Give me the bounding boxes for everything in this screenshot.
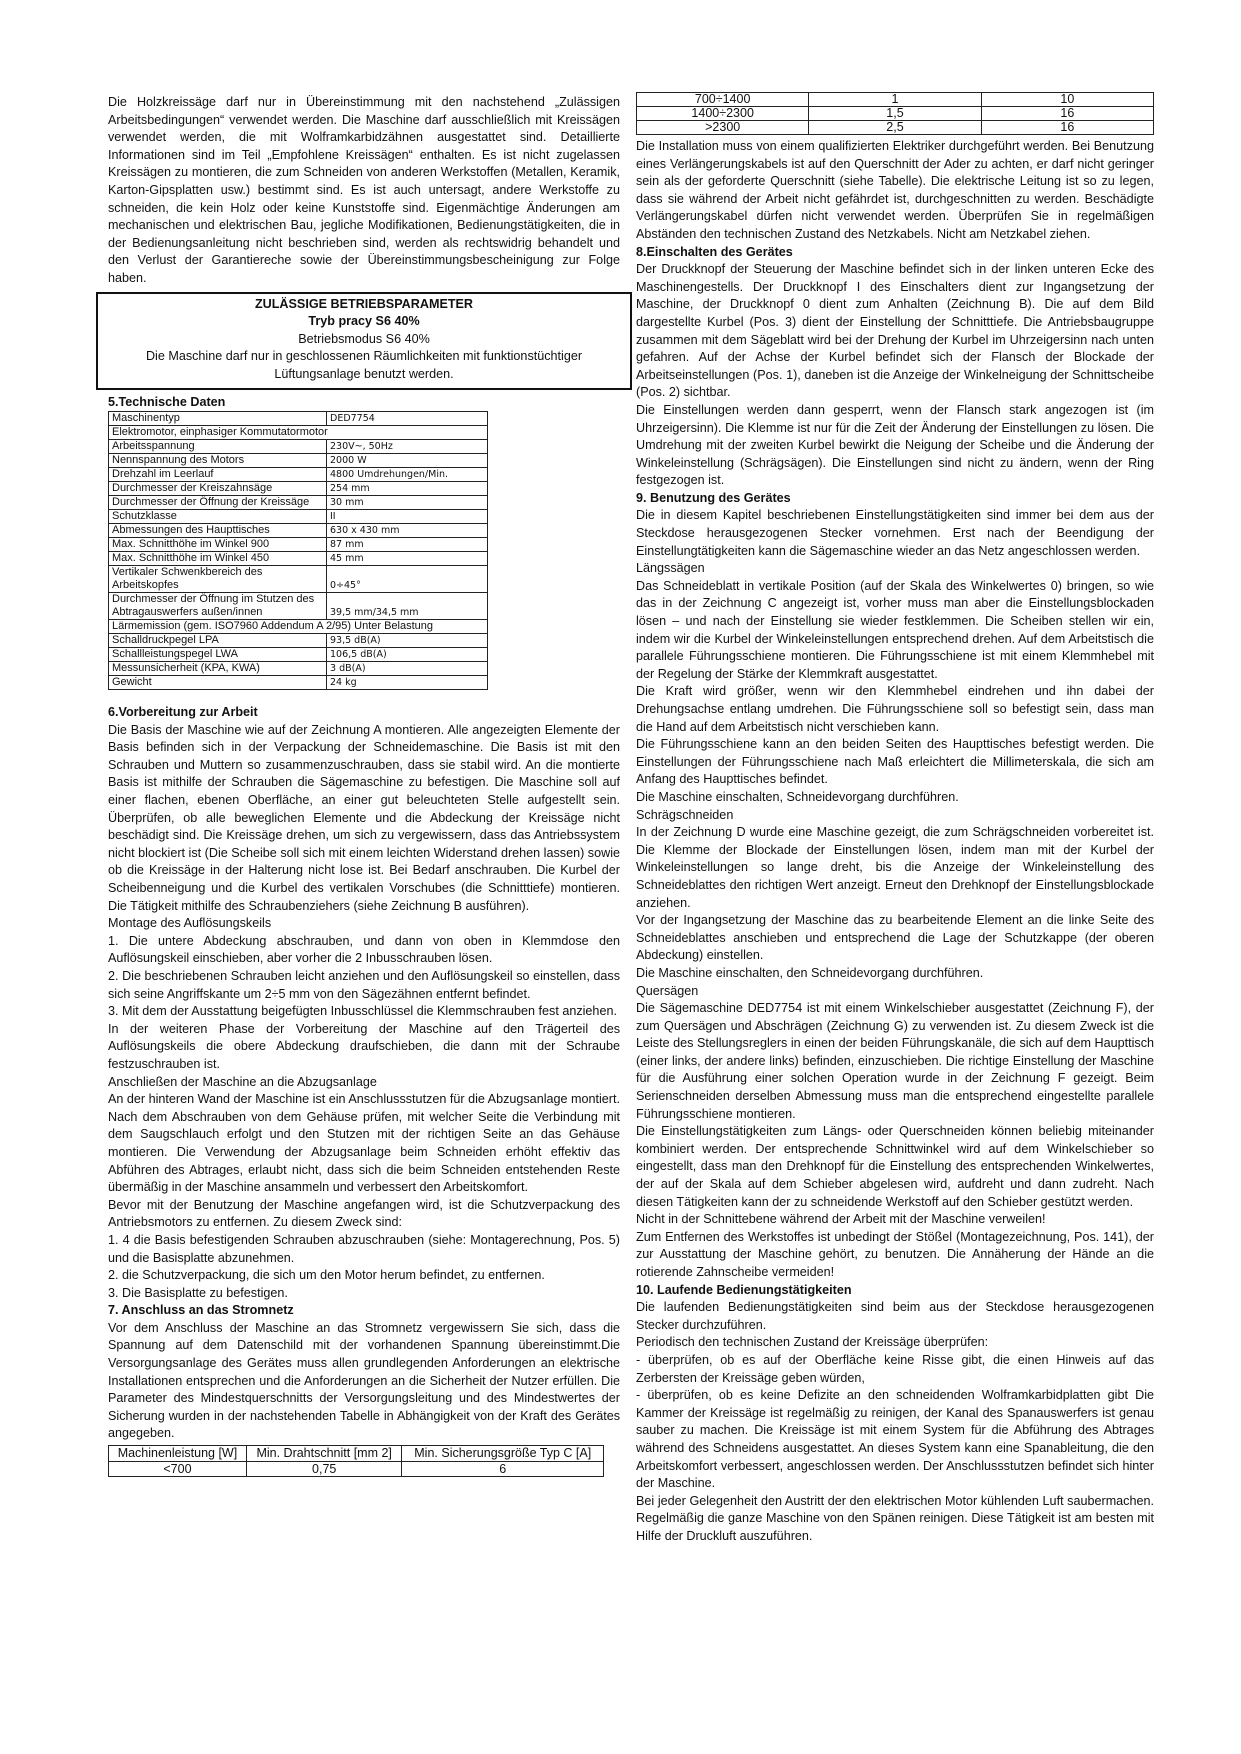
switch-text (636, 261, 1154, 490)
spec-value: 30 mm (327, 496, 488, 510)
elec-row (637, 93, 1154, 107)
spec-row (109, 468, 488, 482)
elec-header-cell: Min. Sicherungsgröße Typ C [A] (402, 1446, 604, 1462)
spec-row (109, 676, 488, 690)
maintenance-text (636, 1299, 1154, 1545)
preparation-paragraph: Bevor mit der Benutzung der Maschine angefangen wird, ist die Schutzverpackung des Antriebsmotors zu entfernen. Zu diesem Zweck sind: (108, 1197, 620, 1230)
spec-label: Maschinentyp (109, 412, 327, 426)
section-heading-switch-on: 8.Einschalten des Gerätes (636, 244, 793, 259)
spec-value: 24 kg (327, 676, 488, 690)
spec-value: 106,5 dB(A) (327, 648, 488, 662)
spec-row (109, 634, 488, 648)
maintenance-paragraph: - überprüfen, ob es keine Defizite an den schneidenden Wolframkarbidplatten gibt Die Kammer der Kreissäge ist regelmäßig zu reinigen, der Kanal des Spanauswerfers ist genau sauber zu machen. Die Kreissäge ist mit einem System für die Abführung des Abtrages während des Schneidens ausgestattet. An dieses System kann eine Spanableitung, die den Arbeitskomfort verbessert, angeschlossen werden. Der Anschlussstutzen befindet sich hinter der Maschine. (636, 1388, 1154, 1491)
preparation-paragraph: 1. 4 die Basis befestigenden Schrauben abzuschrauben (siehe: Montagerechnung, Pos. 5) und die Basisplatte abzunehmen. (108, 1232, 620, 1265)
box-note: Die Maschine darf nur in geschlossenen Räumlichkeiten mit funktionstüchtiger Lüftungsanlage benutzt werden. (145, 349, 583, 381)
preparation-paragraph: 3. Mit dem der Ausstattung beigefügten Inbusschlüssel die Klemmschrauben fest anziehen. (108, 1004, 617, 1019)
preparation-paragraph: In der weiteren Phase der Vorbereitung der Maschine auf den Trägerteil des Auflösungskeils die obere Abdeckung draufschieben, die dann mit der Schraube festzuschrauben ist. (108, 1021, 620, 1071)
spec-label: Max. Schnitthöhe im Winkel 900 (109, 538, 327, 552)
elec-cell: 1,5 (809, 107, 981, 121)
spec-value: 0÷45° (327, 566, 488, 593)
spec-value: 4800 Umdrehungen/Min. (327, 468, 488, 482)
elec-cell: 700÷1400 (637, 93, 809, 107)
section-heading-usage: 9. Benutzung des Gerätes (636, 490, 791, 505)
spec-row (109, 593, 488, 620)
spec-row (109, 510, 488, 524)
spec-value: II (327, 510, 488, 524)
spec-value: 2000 W (327, 454, 488, 468)
section-heading-power: 7. Anschluss an das Stromnetz (108, 1303, 294, 1318)
maintenance-paragraph: Bei jeder Gelegenheit den Austritt der den elektrischen Motor kühlenden Luft saubermachen. Regelmäßig die ganze Maschine von den Spänen reinigen. Diese Tätigkeit ist am besten mit Hilfe der Druckluft auszuführen. (636, 1493, 1154, 1543)
spec-row (109, 524, 488, 538)
elec-cell: 10 (981, 93, 1153, 107)
usage-paragraph: Quersägen (636, 983, 699, 998)
usage-paragraph: Die Maschine einschalten, Schneidevorgang durchführen. (636, 789, 959, 804)
box-mode: Betriebsmodus S6 40% (298, 331, 430, 346)
electrical-table-part1 (108, 1445, 604, 1477)
usage-paragraph: Die Kraft wird größer, wenn wir den Klemmhebel eindrehen und ihn dabei der Drehungsachse entlang umdrehen. Die Führungsschiene soll so befestigt sein, dass man die Hand auf dem Arbeitstisch nicht verschieben kann. (636, 684, 1154, 734)
spec-row (109, 496, 488, 510)
maintenance-paragraph: Periodisch den technischen Zustand der Kreissäge überprüfen: (636, 1335, 989, 1350)
elec-cell: 1 (809, 93, 981, 107)
spec-row (109, 620, 488, 634)
electrical-table-part2 (636, 92, 1154, 135)
spec-value: 39,5 mm/34,5 mm (327, 593, 488, 620)
intro-paragraph: Die Holzkreissäge darf nur in Übereinstimmung mit den nachstehend „Zulässigen Arbeitsbedingungen“ verwendet werden. Die Maschine darf ausschließlich mit Kreissägen verwendet werden, die mit Wolframkarbidzähnen ausgestattet sind. Detaillierte Informationen sind im Teil „Empfohlene Kreissägen“ enthalten. Es ist nicht zugelassen Kreissägen zu montieren, die zum Schneiden von anderen Werkstoffen (Metallen, Keramik, Karton-Gipsplatten usw.) bestimmt sind. Es ist auch untersagt, andere Werkstoffe zu schneiden, die kein Holz oder keine Kunststoffe sind. Eigenmächtige Änderungen am mechanischen und elektrischen Bau, jegliche Modifikationen, Bedienungstätigkeiten, die in der Bedienungsanleitung nicht beschrieben sind, werden als rechtswidrig behandelt und den Verlust der Garantiereche sowie der Übereinstimmungsbescheinigung zur Folge haben. (108, 95, 620, 285)
spec-label: Lärmemission (gem. ISO7960 Addendum A 2/95) Unter Belastung (109, 620, 488, 634)
spec-label: Durchmesser der Kreiszahnsäge (109, 482, 327, 496)
spec-value: 93,5 dB(A) (327, 634, 488, 648)
elec-row (637, 107, 1154, 121)
usage-paragraph: Nicht in der Schnittebene während der Arbeit mit der Maschine verweilen! (636, 1212, 1046, 1227)
spec-row (109, 552, 488, 566)
elec-cell: 2,5 (809, 121, 981, 135)
usage-paragraph: Längssägen (636, 561, 705, 576)
spec-row (109, 566, 488, 593)
maintenance-paragraph: Die laufenden Bedienungstätigkeiten sind beim aus der Steckdose herausgezogenen Stecker durchzuführen. (636, 1300, 1154, 1332)
elec-header-cell: Machinenleistung [W] (109, 1446, 247, 1462)
elec-cell: 1400÷2300 (637, 107, 809, 121)
usage-paragraph: Vor der Ingangsetzung der Maschine das zu bearbeitende Element an die linke Seite des Schneideblattes anschieben und entsprechend die Lage der Schutzkappe (der oberen Abdeckung) einstellen. (636, 913, 1154, 963)
spec-value: 230V~, 50Hz (327, 440, 488, 454)
usage-paragraph: Die in diesem Kapitel beschriebenen Einstellungstätigkeiten sind immer bei dem aus der Steckdose herausgezogenen Stecker vornehmen. Erst nach der Beendigung der Einstellungtätigkeiten kann die Sägemaschine wieder an das Netz angeschlossen werden. (636, 508, 1154, 558)
preparation-paragraph: Anschließen der Maschine an die Abzugsanlage (108, 1074, 377, 1089)
spec-row (109, 662, 488, 676)
elec-row (109, 1461, 604, 1477)
box-title: ZULÄSSIGE BETRIEBSPARAMETER (254, 296, 474, 311)
elec-cell: 0,75 (246, 1461, 402, 1477)
spec-label: Gewicht (109, 676, 327, 690)
preparation-paragraph: 2. die Schutzverpackung, die sich um den Motor herum befindet, zu entfernen. (108, 1268, 545, 1283)
elec-row (637, 121, 1154, 135)
usage-paragraph: Schrägschneiden (636, 807, 734, 822)
spec-label: Vertikaler Schwenkbereich des Arbeitskopfes (109, 566, 327, 593)
spec-row (109, 454, 488, 468)
spec-label: Durchmesser der Öffnung im Stutzen des Abtragauswerfers außen/innen (109, 593, 327, 620)
spec-label: Abmessungen des Haupttisches (109, 524, 327, 538)
usage-text (636, 507, 1154, 1281)
usage-paragraph: Die Führungsschiene kann an den beiden Seiten des Haupttisches befestigt werden. Die Einstellungen der Führungsschiene nach Maß erleichtert die Millimeterskala, die sich am Anfang des Haupttisches befindet. (636, 737, 1154, 787)
preparation-text (108, 722, 620, 1303)
elec-header-row (109, 1446, 604, 1462)
spec-label: Elektromotor, einphasiger Kommutatormotor (109, 426, 488, 440)
spec-value: 87 mm (327, 538, 488, 552)
usage-paragraph: Das Schneideblatt in vertikale Position (auf der Skala des Winkelwertes 0) bringen, so wie das in der Zeichnung C angezeigt ist, vorher muss man aber die Einstellungsblockaden lösen – und nach der Einstellung sie wieder festklemmen. Die Scheiben stellen wir ein, indem wir die Kurbel der Winkeleinstellungen entsprechend drehen. Auf dem Arbeitstisch die parallele Führungsschiene montieren. Die Führungsschiene ist mit einem Klemmhebel mit der Regelung der Stärke der Klemmkraft ausgestattet. (636, 578, 1154, 681)
operating-parameters-box (96, 292, 632, 390)
elec-cell: 16 (981, 107, 1153, 121)
usage-paragraph: Zum Entfernen des Werkstoffes ist unbedingt der Stößel (Montagezeichnung, Pos. 141), der zur Ausstattung der Maschine gehört, zu benutzen. Die Annäherung der Hände an die rotierende Zahnscheibe vermeiden! (636, 1229, 1154, 1279)
spec-label: Drehzahl im Leerlauf (109, 468, 327, 482)
spec-value: 630 x 430 mm (327, 524, 488, 538)
preparation-paragraph: 1. Die untere Abdeckung abschrauben, und dann von oben in Klemmdose den Auflösungskeil einschieben, aber vorher die 2 Inbusschrauben lösen. (108, 933, 620, 966)
maintenance-paragraph: - überprüfen, ob es auf der Oberfläche keine Risse gibt, die einen Hinweis auf das Zerbersten der Kreissäge geben würden, (636, 1352, 1154, 1385)
elec-cell: 16 (981, 121, 1153, 135)
spec-row (109, 440, 488, 454)
preparation-paragraph: 2. Die beschriebenen Schrauben leicht anziehen und den Auflösungskeil so einstellen, dass sich seine Angriffskante um 2÷5 mm von den Sägezähnen entfernt befindet. (108, 969, 620, 1001)
elec-cell: >2300 (637, 121, 809, 135)
section-heading-maintenance: 10. Laufende Bedienungstätigkeiten (636, 1282, 852, 1297)
elec-cell: <700 (109, 1461, 247, 1477)
spec-row (109, 482, 488, 496)
box-subtitle: Tryb pracy S6 40% (308, 314, 420, 329)
switch-paragraph: Der Druckknopf der Steuerung der Maschine befindet sich in der linken unteren Ecke des Maschinengestells. Der Druckknopf I des Einschalters dient zur Ingangsetzung der Maschine, der Druckknopf 0 dient zum Anhalten (Zeichnung B). Die auf dem Bild dargestellte Kurbel (Pos. 3) dient der Einstellung der Schnitttiefe. Die Antriebsbaugruppe zusammen mit dem Sägeblatt wird bei der Drehung der Kurbel im Uhrzeigersinn nach unten gefahren. Auf der Achse der Kurbel befindet sich der Flansch der Blockade der Arbeitseinstellungen (Pos. 1), daneben ist die Anzeige der Winkelneigung der Schnittscheibe (Pos. 2) sichtbar. (636, 262, 1154, 400)
preparation-paragraph: An der hinteren Wand der Maschine ist ein Anschlussstutzen für die Abzugsanlage montiert. Nach dem Abschrauben von dem Gehäuse prüfen, mit welcher Seite die Verbindung mit dem Saugschlauch erfolgt und den Stutzen mit der richtigen Seite an das Gehäuse montieren. Die Verwendung der Abzugsanlage beim Schneiden erhöht effektiv das Abführen des Abtrages, erlaubt nicht, dass sich die beim Schneiden entstehenden Reste übermäßig in der Maschine ansammeln und verbessert den Arbeitskomfort. (108, 1092, 620, 1195)
spec-label: Durchmesser der Öffnung der Kreissäge (109, 496, 327, 510)
preparation-paragraph: Montage des Auflösungskeils (108, 916, 272, 931)
spec-label: Messunsicherheit (KPA, KWA) (109, 662, 327, 676)
spec-label: Nennspannung des Motors (109, 454, 327, 468)
spec-label: Schalldruckpegel LPA (109, 634, 327, 648)
spec-label: Schutzklasse (109, 510, 327, 524)
spec-row (109, 412, 488, 426)
spec-value: 3 dB(A) (327, 662, 488, 676)
spec-label: Arbeitsspannung (109, 440, 327, 454)
spec-label: Max. Schnitthöhe im Winkel 450 (109, 552, 327, 566)
technical-data-table (108, 411, 488, 690)
spec-value: 45 mm (327, 552, 488, 566)
spec-row (109, 648, 488, 662)
usage-paragraph: In der Zeichnung D wurde eine Maschine gezeigt, die zum Schrägschneiden vorbereitet ist. Die Klemme der Blockade der Einstellungen lösen, indem man mit der Kurbel der Winkeleinstellungen so lange dreht, bis die Anzeige der Winkeleinstellung des Schneideblattes den richtigen Wert anzeigt. Erneut den Drehknopf der Einstellungsblockade anziehen. (636, 825, 1154, 910)
preparation-paragraph: Die Basis der Maschine wie auf der Zeichnung A montieren. Alle angezeigten Elemente der Basis befinden sich in der Verpackung der Schneidemaschine. Die Basis ist mit den Schrauben und Muttern so zusammenzuschrauben, dass sie stabil wird. An die montierte Basis ist mithilfe der Schrauben die Sägemaschine zu befestigen. Die Maschine soll auf einer flachen, ebenen Oberfläche, an einer gut beleuchteten Stelle aufgestellt sein. Überprüfen, ob alle beweglichen Elemente und die Abdeckung der Kreissäge nicht beschädigt sind. Die Kreissäge drehen, um sich zu vergewissern, dass das Antriebssystem nicht blockiert ist (Die Scheibe soll sich mit einem leichten Widerstand drehen lassen) sowie ob die Kreissäge in der Halterung nicht lose ist. Bei Bedarf anschrauben. Die Kurbel der Scheibenneigung und die Kurbel des vertikalen Vorschubes (die Schnitttiefe) montieren. Die Tätigkeit mithilfe des Schraubenziehers (siehe Zeichnung B ausführen). (108, 722, 620, 913)
usage-paragraph: Die Maschine einschalten, den Schneidevorgang durchführen. (636, 965, 984, 980)
spec-row (109, 426, 488, 440)
spec-value: 254 mm (327, 482, 488, 496)
section-heading-technical-data: 5.Technische Daten (108, 394, 226, 409)
power-paragraph: Vor dem Anschluss der Maschine an das Stromnetz vergewissern Sie sich, dass die Spannung auf dem Datenschild mit der vorhandenen Spannung übereinstimmt.Die Versorgungsanlage des Gerätes muss allen grundlegenden Anforderungen an elektrische Installationen entsprechen und die Anforderungen an die Sicherheit der Nutzer erfüllen. Die Parameter des Mindestquerschnitts der Versorgungsleitung und des Mindestwertes der Sicherung wurden in der nachstehenden Tabelle in Abhängigkeit von der Kraft des Gerätes angegeben. (108, 1320, 620, 1441)
left-column (108, 94, 620, 1477)
switch-paragraph: Die Einstellungen werden dann gesperrt, wenn der Flansch stark angezogen ist (im Uhrzeigersinn). Die Klemme ist nur für die Zeit der Änderung der Einstellungen zu lösen. Die Umdrehung mit der zweiten Kurbel bewirkt die Neigung der Scheibe und die Änderung der Winkeleinstellung (Schrägsägen). Die Einstellungen sind nicht zu ändern, wenn der Ring festgezogen ist. (636, 402, 1154, 488)
elec-cell: 6 (402, 1461, 604, 1477)
spec-value: DED7754 (327, 412, 488, 426)
section-heading-preparation: 6.Vorbereitung zur Arbeit (108, 705, 258, 720)
usage-paragraph: Die Einstellungstätigkeiten zum Längs- oder Querschneiden können beliebig miteinander kombiniert werden. Der entsprechende Schnittwinkel wird auf dem Winkelschieber so eingestellt, dass man den Drehknopf für die Einstellung des entsprechenden Winkelwertes, der auf der Skala auf dem Schieber abgelesen wird, aufdreht und dann zudreht. Nach diesen Tätigkeiten kann der zu schneidende Werkstoff auf den Schieber gestützt werden. (636, 1124, 1154, 1209)
electrical-table-continuation-wrap (636, 94, 1154, 138)
install-paragraph: Die Installation muss von einem qualifizierten Elektriker durchgeführt werden. Bei Benutzung eines Verlängerungskabels ist auf den Querschnitt der Ader zu achten, er darf nicht geringer sein als der geforderte Querschnitt (siehe Tabelle). Die elektrische Leitung ist so zu legen, dass sie während der Arbeit nicht gefährdet ist, durchgeschnitten zu werden. Beschädigte Verlängerungskabel dürfen nicht verwendet werden. Überprüfen Sie in regelmäßigen Abständen den technischen Zustand des Netzkabels. Nicht am Netzkabel ziehen. (636, 139, 1154, 241)
preparation-paragraph: 3. Die Basisplatte zu befestigen. (108, 1285, 288, 1300)
usage-paragraph: Die Sägemaschine DED7754 ist mit einem Winkelschieber ausgestattet (Zeichnung F), der zum Quersägen und Abschrägen (Zeichnung G) zu verwenden ist. Zu diesem Zweck ist die Leiste des Stellungsreglers in einen der beiden Führungskanäle, die sich auf dem Haupttisch (einer links, der andere links) befinden, einzuschieben. Die richtige Einstellung der Maschine für die Ausführung einer solchen Operation wurde in der Zeichnung F gezeigt. Beim Serienschneiden derselben Abmessung muss man die entsprechend eingestellte parallele Führungsschiene montieren. (636, 1001, 1154, 1121)
right-column (636, 94, 1154, 1546)
spec-label: Schallleistungspegel LWA (109, 648, 327, 662)
spec-row (109, 538, 488, 552)
elec-header-cell: Min. Drahtschnitt [mm 2] (246, 1446, 402, 1462)
